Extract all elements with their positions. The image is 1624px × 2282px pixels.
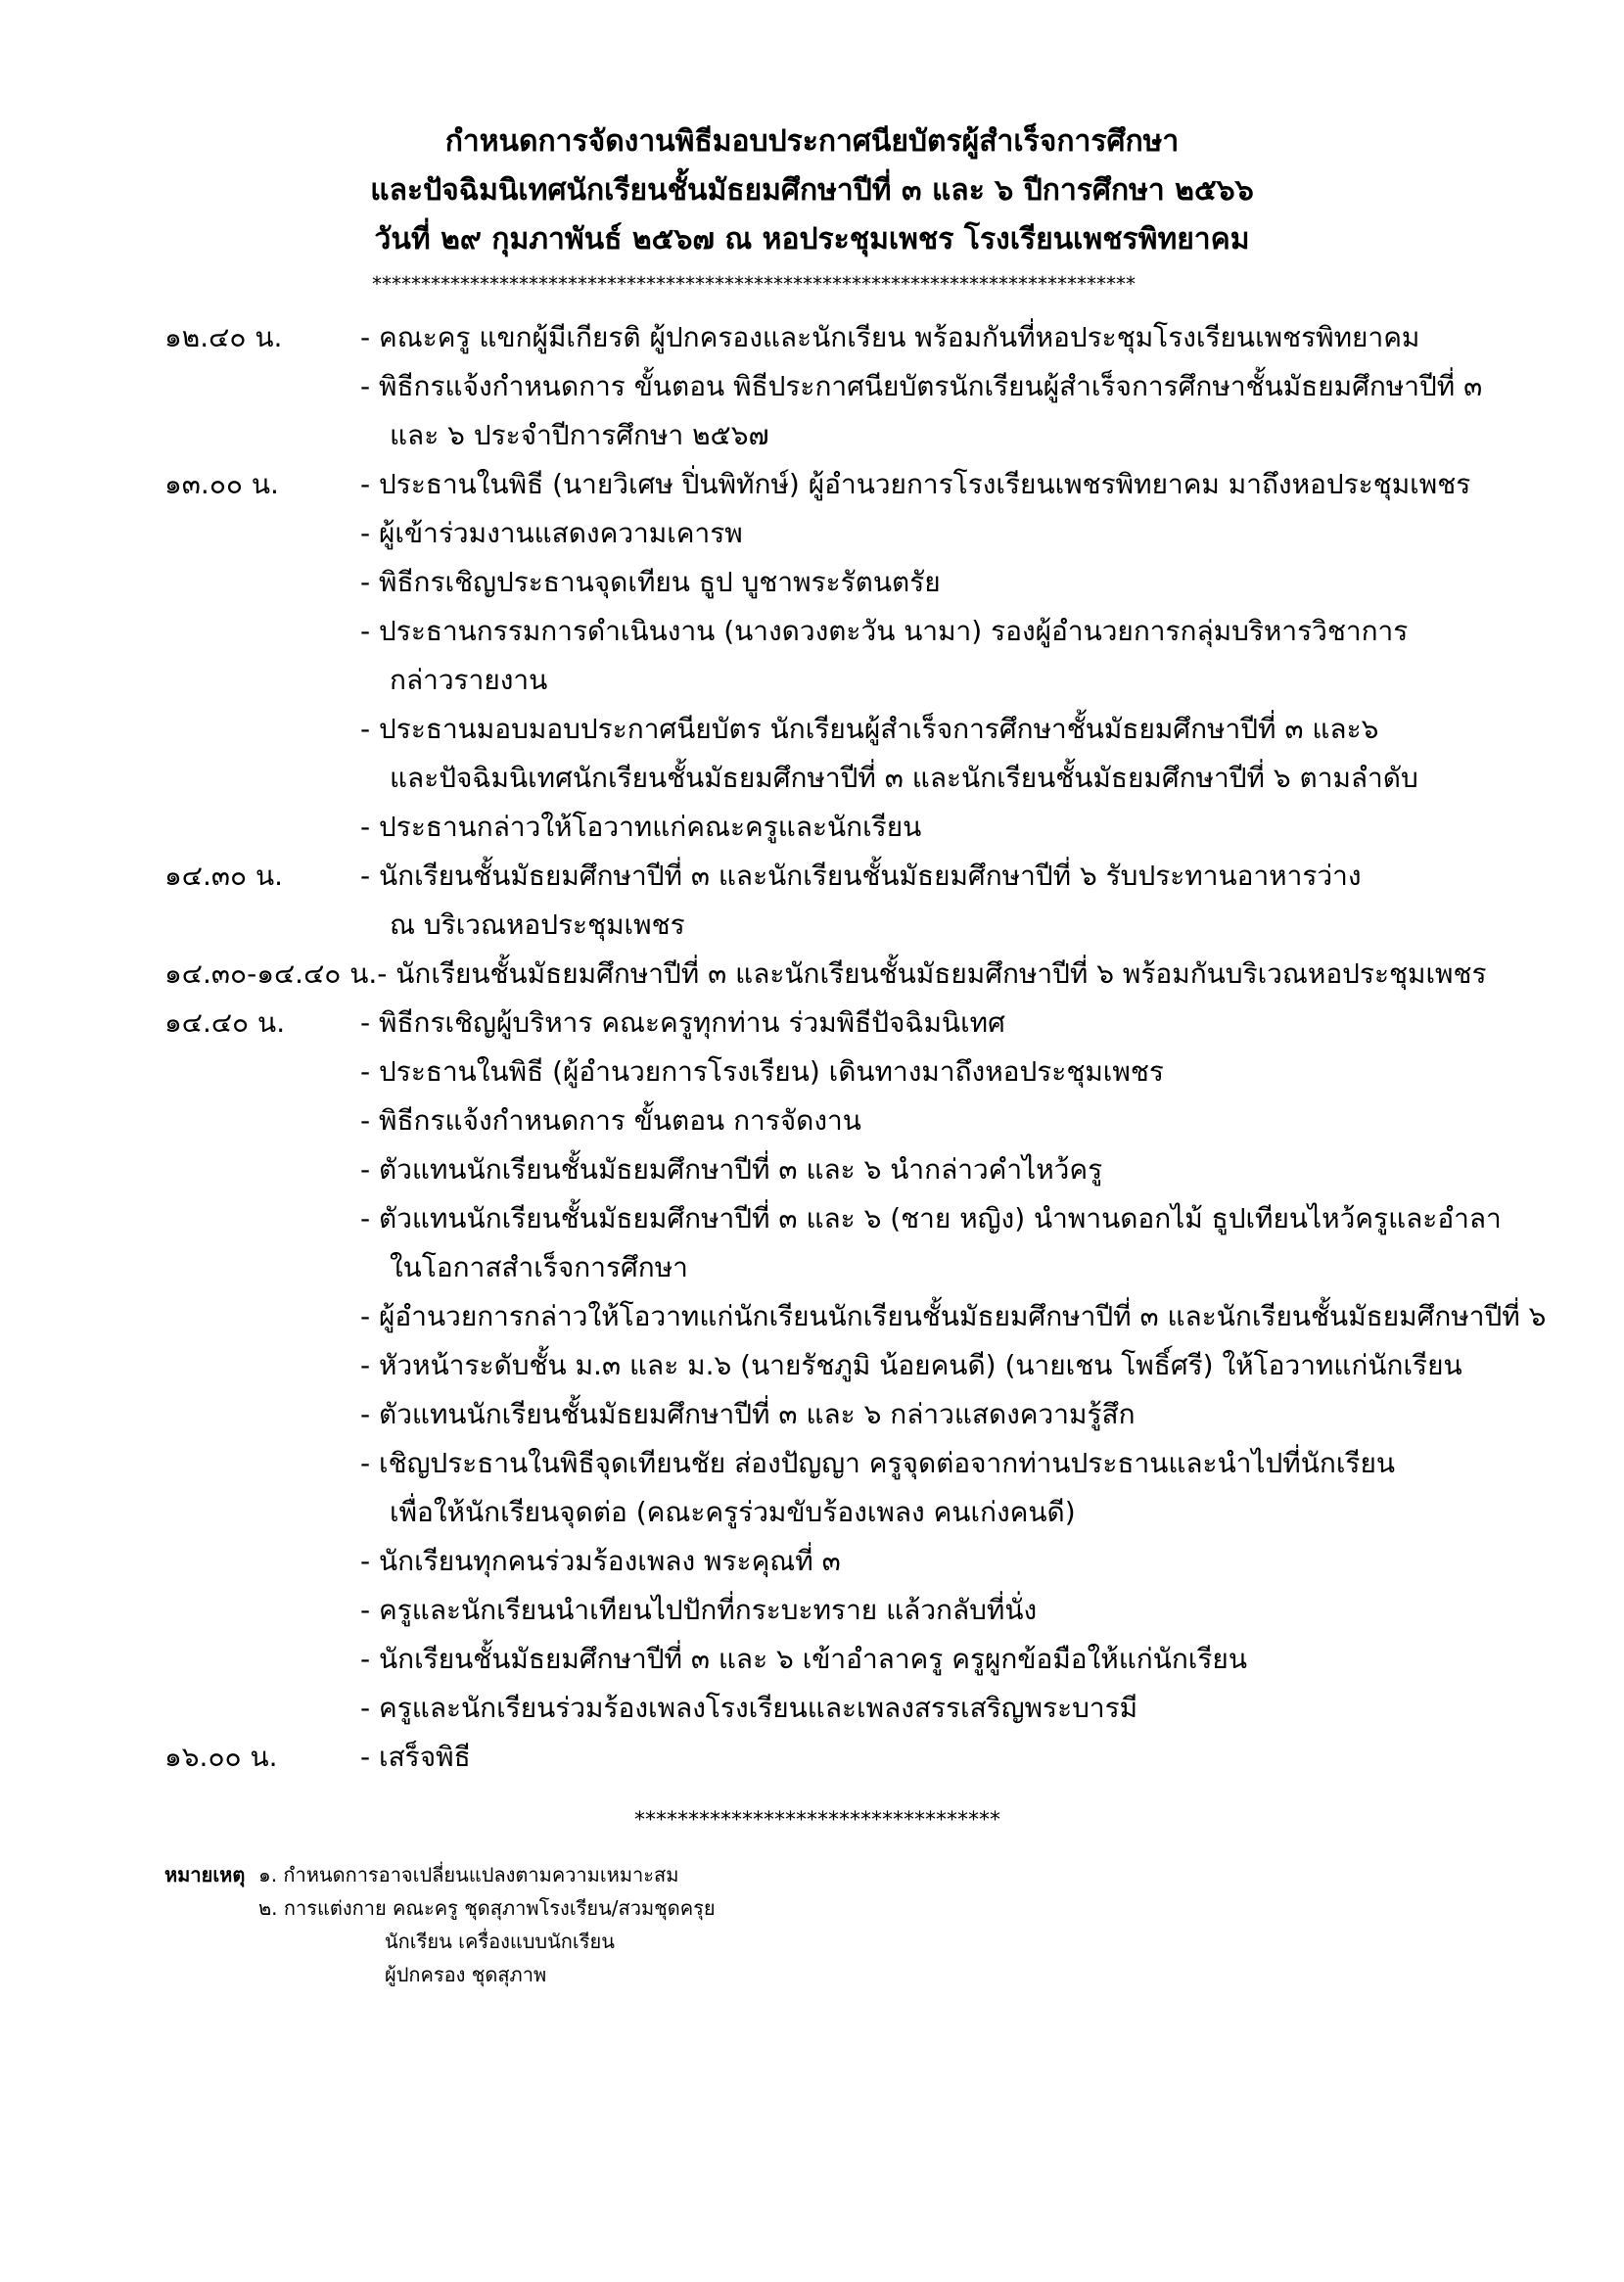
schedule-item-text: - ครูและนักเรียนร่วมร้องเพลงโรงเรียนและเพลงสรรเสริญพระบารมี	[360, 1692, 1138, 1724]
note-line-2: ๒. การแต่งกาย คณะครู ชุดสุภาพโรงเรียน/สวมชุดครุย	[258, 1896, 716, 1920]
schedule-item-text: - ประธานในพิธี (นายวิเศษ ปิ่นพิทักษ์) ผู้อำนวยการโรงเรียนเพชรพิทยาคม มาถึงหอประชุมเพชร	[360, 468, 1471, 500]
schedule-item-continuation: และ ๖ ประจำปีการศึกษา ๒๕๖๗	[390, 419, 769, 451]
schedule-item	[164, 362, 1554, 460]
schedule-item-continuation: เพื่อให้นักเรียนจุดต่อ (คณะครูร่วมขับร้องเพลง คนเก่งคนดี)	[390, 1496, 1076, 1528]
schedule-item	[164, 1390, 1554, 1439]
schedule-time: ๑๔.๓๐ น.	[164, 860, 284, 892]
schedule-item-continuation: และปัจฉิมนิเทศนักเรียนชั้นมัธยมศึกษาปีที่ ๓ และนักเรียนชั้นมัธยมศึกษาปีที่ ๖ ตามลำดับ	[390, 762, 1418, 794]
schedule-item	[164, 558, 1554, 607]
notes-label: หมายเหตุ	[164, 1863, 246, 1886]
document-title	[0, 117, 1624, 264]
schedule-item	[164, 852, 1554, 950]
schedule-item-text: - ประธานกรรมการดำเนินงาน (นางดวงตะวัน นามา) รองผู้อำนวยการกลุ่มบริหารวิชาการ	[360, 615, 1409, 647]
schedule-item	[164, 705, 1554, 803]
schedule-item	[164, 607, 1554, 705]
note-line-1: ๑. กำหนดการอาจเปลี่ยนแปลงตามความเหมาะสม	[258, 1863, 679, 1886]
schedule-item	[164, 1439, 1554, 1537]
schedule-item-text: - คณะครู แขกผู้มีเกียรติ ผู้ปกครองและนักเรียน พร้อมกันที่หอประชุมโรงเรียนเพชรพิทยาคม	[360, 321, 1420, 353]
schedule-item	[164, 1733, 1554, 1782]
schedule-item-text: - พิธีกรแจ้งกำหนดการ ขั้นตอน การจัดงาน	[360, 1104, 861, 1137]
note-line-4: ผู้ปกครอง ชุดสุภาพ	[385, 1963, 547, 1986]
schedule-item-text: - นักเรียนชั้นมัธยมศึกษาปีที่ ๓ และนักเรียนชั้นมัธยมศึกษาปีที่ ๖ รับประทานอาหารว่าง	[360, 860, 1362, 892]
schedule-item	[164, 509, 1554, 558]
schedule-item	[164, 1341, 1554, 1390]
schedule-block	[164, 950, 1554, 999]
schedule-time: ๑๓.๐๐ น.	[164, 468, 279, 500]
schedule-item-text: - หัวหน้าระดับชั้น ม.๓ และ ม.๖ (นายรัชภูมิ น้อยคนดี) (นายเชน โพธิ์ศรี) ให้โอวาทแก่นักเรียน	[360, 1349, 1462, 1381]
title-line-1: กำหนดการจัดงานพิธีมอบประกาศนียบัตรผู้สำเร็จการศึกษา	[444, 124, 1180, 159]
schedule-item	[164, 1586, 1554, 1635]
note-line-3: นักเรียน เครื่องแบบนักเรียน	[385, 1930, 615, 1953]
title-line-2: และปัจฉิมนิเทศนักเรียนชั้นมัธยมศึกษาปีที่ ๓ และ ๖ ปีการศึกษา ๒๕๖๖	[370, 173, 1254, 208]
schedule-item-continuation: ณ บริเวณหอประชุมเพชร	[390, 908, 685, 941]
schedule-item-text: - พิธีกรเชิญประธานจุดเทียน ธูป บูชาพระรัตนตรัย	[360, 566, 941, 598]
schedule-item-text: - ประธานกล่าวให้โอวาทแก่คณะครูและนักเรียน	[360, 811, 922, 843]
schedule-item	[164, 1194, 1554, 1292]
schedule-item-text: - นักเรียนชั้นมัธยมศึกษาปีที่ ๓ และ ๖ เข้าอำลาครู ครูผูกข้อมือให้แก่นักเรียน	[360, 1643, 1247, 1675]
notes	[164, 1858, 716, 1991]
schedule-item	[164, 1537, 1554, 1586]
schedule-item	[164, 1145, 1554, 1194]
schedule-item-text: - ผู้อำนวยการกล่าวให้โอวาทแก่นักเรียนนักเรียนชั้นมัธยมศึกษาปีที่ ๓ และนักเรียนชั้นมัธยมศึกษาปีที่ ๖	[360, 1300, 1547, 1332]
schedule-item	[164, 1048, 1554, 1096]
schedule-item-text: - ประธานในพิธี (ผู้อำนวยการโรงเรียน) เดินทางมาถึงหอประชุมเพชร	[360, 1055, 1164, 1088]
schedule-item-text: - ประธานมอบมอบประกาศนียบัตร นักเรียนผู้สำเร็จการศึกษาชั้นมัธยมศึกษาปีที่ ๓ และ๖	[360, 713, 1379, 745]
schedule-block	[164, 460, 1554, 852]
schedule-block	[164, 1733, 1554, 1782]
schedule-item-text: ๑๔.๓๐-๑๔.๔๐ น.- นักเรียนชั้นมัธยมศึกษาปีที่ ๓ และนักเรียนชั้นมัธยมศึกษาปีที่ ๖ พร้อมกันบริเวณหอประชุมเพชร	[164, 957, 1487, 990]
schedule-block	[164, 313, 1554, 460]
schedule-item	[164, 313, 1554, 362]
schedule-item-text: - พิธีกรเชิญผู้บริหาร คณะครูทุกท่าน ร่วมพิธีปัจฉิมนิเทศ	[360, 1006, 1005, 1039]
schedule-item-text: - เชิญประธานในพิธีจุดเทียนชัย ส่องปัญญา ครูจุดต่อจากท่านประธานและนำไปที่นักเรียน	[360, 1447, 1395, 1479]
schedule-item-text: - ตัวแทนนักเรียนชั้นมัธยมศึกษาปีที่ ๓ และ ๖ กล่าวแสดงความรู้สึก	[360, 1398, 1136, 1430]
schedule-item-text: - ตัวแทนนักเรียนชั้นมัธยมศึกษาปีที่ ๓ และ ๖ (ชาย หญิง) นำพานดอกไม้ ธูปเทียนไหว้ครูและอำลา	[360, 1202, 1502, 1234]
schedule	[164, 313, 1554, 1782]
divider-bottom: **********************************	[634, 1808, 1000, 1833]
note-row-1	[164, 1858, 716, 1891]
schedule-item	[164, 1292, 1554, 1341]
schedule-item-continuation: ในโอกาสสำเร็จการศึกษา	[390, 1251, 688, 1283]
schedule-time: ๑๔.๔๐ น.	[164, 1006, 286, 1039]
schedule-item	[164, 999, 1554, 1048]
schedule-item-text: - เสร็จพิธี	[360, 1741, 471, 1773]
schedule-item	[164, 950, 1554, 999]
schedule-item-text: - ครูและนักเรียนนำเทียนไปปักที่กระบะทราย แล้วกลับที่นั่ง	[360, 1594, 1038, 1626]
schedule-item-continuation: กล่าวรายงาน	[390, 664, 548, 696]
schedule-item	[164, 460, 1554, 509]
schedule-item	[164, 803, 1554, 852]
title-line-3: วันที่ ๒๙ กุมภาพันธ์ ๒๕๖๗ ณ หอประชุมเพชร โรงเรียนเพชรพิทยาคม	[374, 222, 1250, 256]
schedule-item-text: - ผู้เข้าร่วมงานแสดงความเคารพ	[360, 517, 743, 549]
schedule-item-text: - พิธีกรแจ้งกำหนดการ ขั้นตอน พิธีประกาศนียบัตรนักเรียนผู้สำเร็จการศึกษาชั้นมัธยมศึกษาปีที่ ๓	[360, 370, 1483, 402]
schedule-block	[164, 852, 1554, 950]
divider-top: ******************************************************************************	[372, 272, 1136, 296]
schedule-item	[164, 1096, 1554, 1145]
schedule-item-text: - นักเรียนทุกคนร่วมร้องเพลง พระคุณที่ ๓	[360, 1545, 841, 1577]
schedule-item-text: - ตัวแทนนักเรียนชั้นมัธยมศึกษาปีที่ ๓ และ ๖ นำกล่าวคำไหว้ครู	[360, 1153, 1103, 1186]
schedule-time: ๑๒.๔๐ น.	[164, 321, 283, 353]
schedule-item	[164, 1684, 1554, 1733]
schedule-item	[164, 1635, 1554, 1684]
schedule-time: ๑๖.๐๐ น.	[164, 1741, 278, 1773]
schedule-block	[164, 999, 1554, 1733]
